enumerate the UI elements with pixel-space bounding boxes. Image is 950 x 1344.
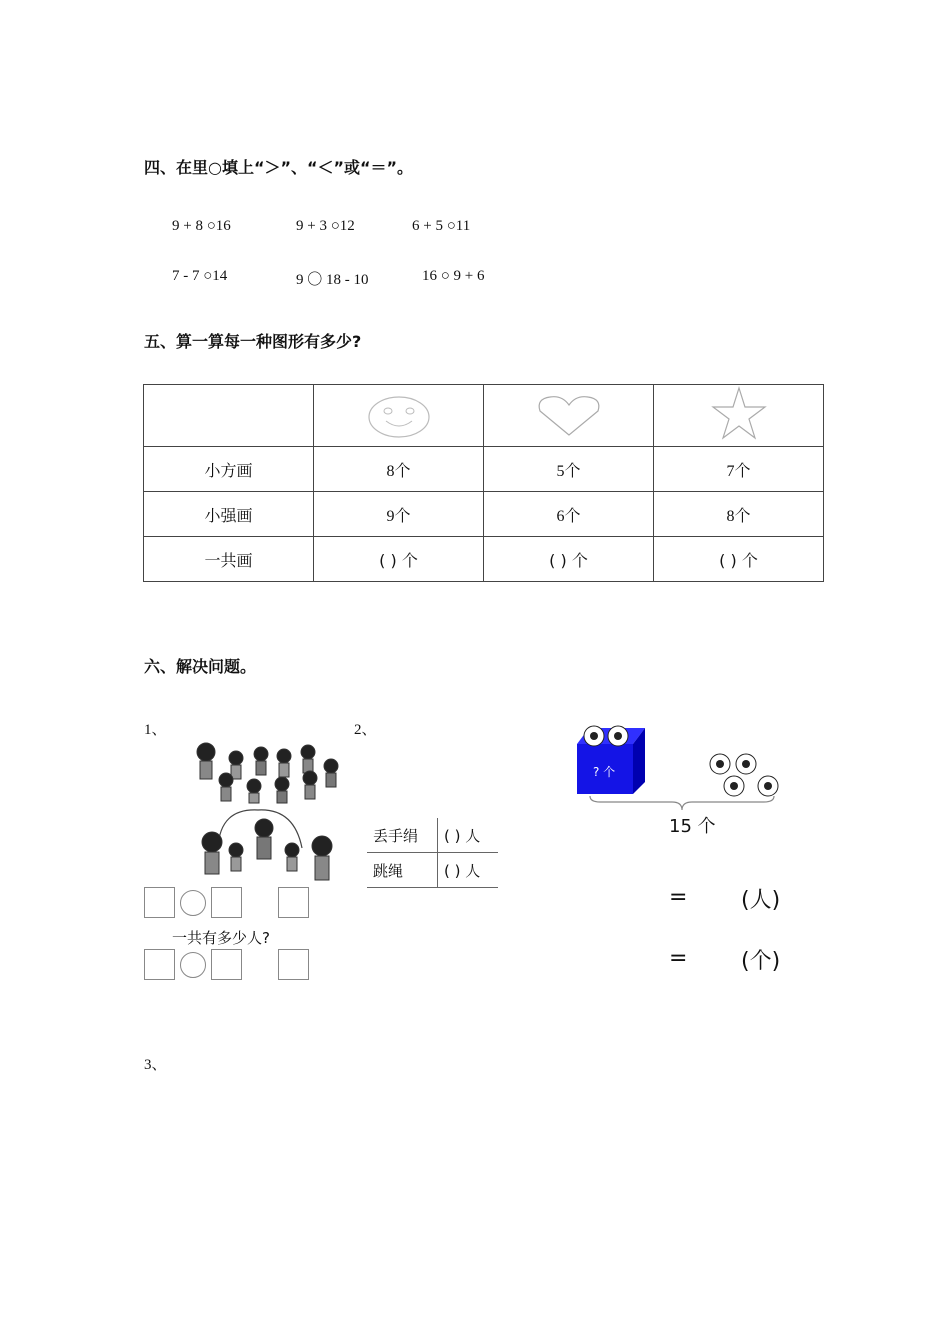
answer-box[interactable] (211, 949, 242, 980)
section-4-heading: 四、在里○填上“＞”、“＜”或“＝”。 (144, 158, 414, 177)
row-label: 一共画 (144, 537, 314, 582)
question-3-number: 3、 (144, 1057, 167, 1073)
total-label: 15 个 (669, 816, 716, 837)
answer-box[interactable] (144, 887, 175, 918)
answer-blank[interactable]: ( ) 个 (314, 537, 484, 582)
answer-blank[interactable]: ( ) 人 (438, 818, 499, 853)
section-6-heading: 六、解决问题。 (144, 657, 257, 676)
operator-circle[interactable] (180, 890, 206, 916)
activity-label: 跳绳 (367, 853, 438, 888)
table-row (144, 447, 824, 492)
table-row (144, 537, 824, 582)
count-cell: 6个 (484, 492, 654, 537)
expr-1: 9 + 8 ○16 (172, 218, 231, 234)
unit-items: (个) (741, 949, 781, 974)
answer-blank[interactable]: ( ) 个 (484, 537, 654, 582)
equals-sign: = (669, 885, 688, 910)
table-row (367, 818, 498, 853)
section-5-heading: 五、算一算每一种图形有多少? (144, 332, 362, 351)
equals-sign: = (669, 946, 688, 971)
count-cell: 7个 (654, 447, 824, 492)
total-brace (588, 794, 776, 814)
row-label: 小强画 (144, 492, 314, 537)
shape-count-table (143, 384, 824, 582)
soccer-balls-in-box-icon (582, 724, 634, 748)
count-cell: 9个 (314, 492, 484, 537)
answer-blank[interactable]: ( ) 人 (438, 853, 499, 888)
smiley-header-cell (314, 385, 484, 447)
expr-3: 6 + 5 ○11 (412, 218, 471, 234)
activity-label: 丢手绢 (367, 818, 438, 853)
unit-people: (人) (741, 888, 781, 913)
operator-circle[interactable] (180, 952, 206, 978)
star-icon (709, 386, 769, 442)
star-header-cell (654, 385, 824, 447)
children-playing-illustration (186, 738, 346, 888)
expr-4: 7 - 7 ○14 (172, 268, 228, 284)
table-row (144, 492, 824, 537)
question-1-number: 1、 (144, 722, 167, 738)
soccer-balls-icon (706, 752, 782, 800)
expr-2: 9 + 3 ○12 (296, 218, 355, 234)
answer-blank[interactable]: ( ) 个 (654, 537, 824, 582)
answer-box[interactable] (278, 887, 309, 918)
answer-box[interactable] (278, 949, 309, 980)
count-cell: 8个 (314, 447, 484, 492)
count-cell: 8个 (654, 492, 824, 537)
expr-6: 16 ○ 9 + 6 (422, 268, 485, 284)
heart-header-cell (484, 385, 654, 447)
table-row (367, 853, 498, 888)
answer-box[interactable] (211, 887, 242, 918)
smiley-face-icon (364, 389, 434, 439)
count-cell: 5个 (484, 447, 654, 492)
expr-5: 9 〇 18 - 10 (296, 272, 369, 288)
empty-header-cell (144, 385, 314, 447)
question-2-number: 2、 (354, 722, 377, 738)
activity-table (367, 818, 498, 888)
heart-icon (534, 389, 604, 439)
box-label: ? 个 (593, 765, 616, 779)
answer-box[interactable] (144, 949, 175, 980)
row-label: 小方画 (144, 447, 314, 492)
question-1-text: 一共有多少人? (172, 929, 270, 947)
